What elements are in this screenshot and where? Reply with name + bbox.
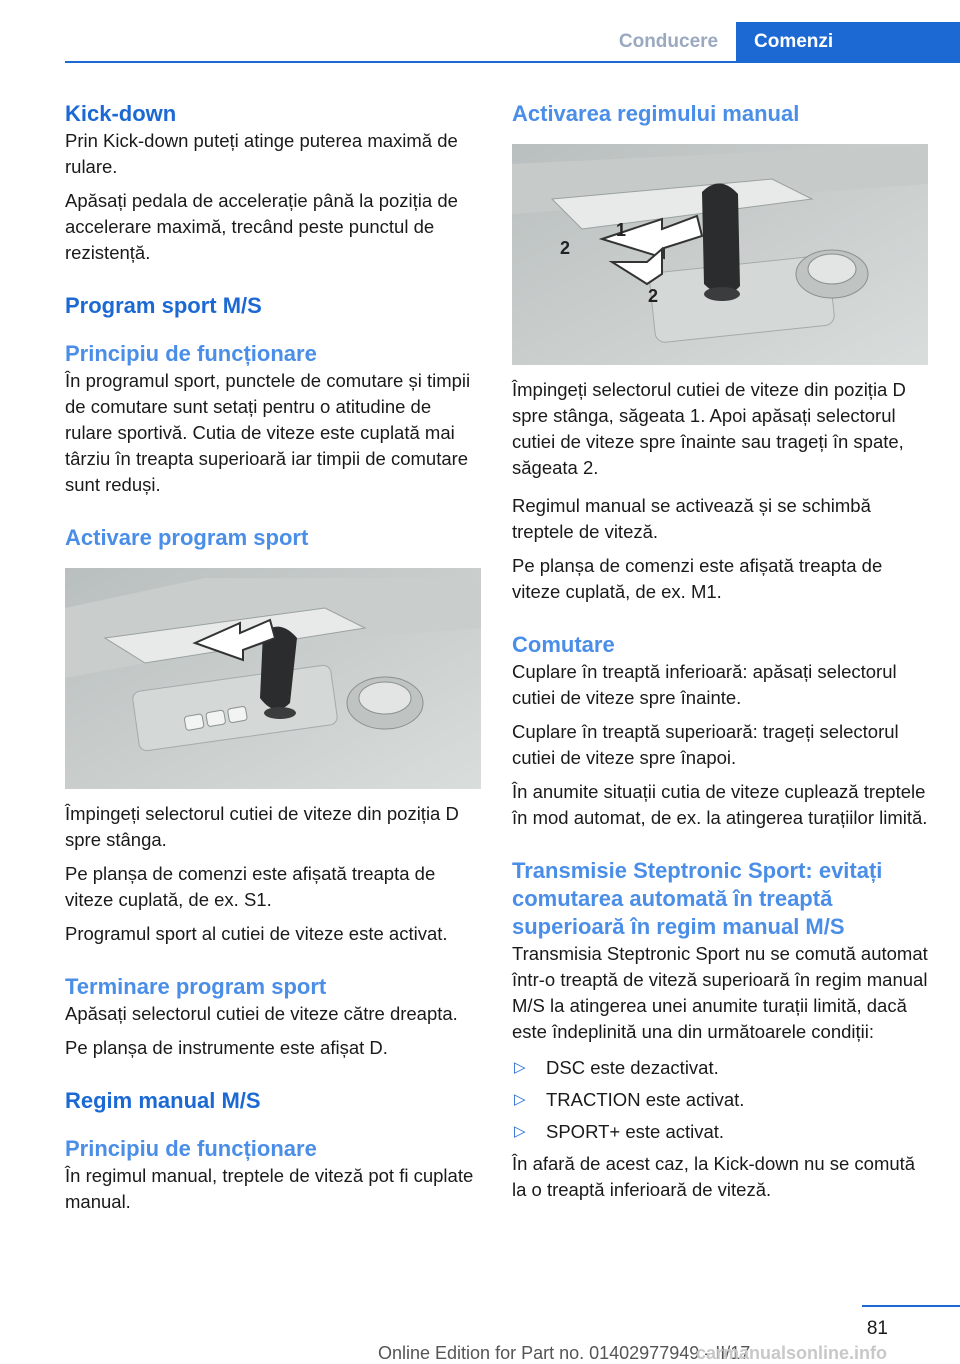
page-number: 81 xyxy=(866,1318,888,1339)
manual-selector-illustration xyxy=(512,144,928,365)
manual-mode-heading: Regim manual M/S xyxy=(65,1088,261,1113)
manual-selector-figure xyxy=(512,144,928,365)
shifting-heading: Comutare xyxy=(512,632,615,657)
shifting-paragraph-3: În anumite situații cutia de viteze cuplează treptele în mod automat, de ex. la atingerea turațiilor limită. xyxy=(512,781,928,828)
triangle-bullet-icon: ▷ xyxy=(514,1091,526,1108)
arrow-2-label-upper: 2 xyxy=(560,238,571,258)
list-item xyxy=(512,1087,928,1113)
arrow-2-label-lower: 2 xyxy=(648,286,659,306)
right-column xyxy=(512,100,928,1203)
steptronic-paragraph-2: În afară de acest caz, la Kick-down nu se comută la o treaptă inferioară de viteză. xyxy=(512,1153,916,1200)
kick-down-paragraph-2: Apăsați pedala de accelerație până la poziția de accelerare maximă, trecând peste punctul de rezistență. xyxy=(65,190,458,263)
list-item-text: SPORT+ este activat. xyxy=(546,1121,725,1142)
manual-activation-paragraph-1: Împingeți selectorul cutiei de viteze din poziția D spre stânga, săgeata 1. Apoi apăsați selectorul cutiei de viteze spre înainte sau trageți în spate, săgeata 2. xyxy=(512,379,906,478)
footer-rule xyxy=(862,1305,960,1307)
shifting-paragraph-2: Cuplare în treaptă superioară: trageți selectorul cutiei de viteze spre înapoi. xyxy=(512,721,899,768)
shifting-paragraph-1: Cuplare în treaptă inferioară: apăsați selectorul cutiei de viteze spre înainte. xyxy=(512,661,897,708)
triangle-bullet-icon: ▷ xyxy=(514,1059,526,1076)
sport-activation-paragraph-2: Pe planșa de comenzi este afișată treapta de viteze cuplată, de ex. S1. xyxy=(65,863,436,910)
sport-end-paragraph-2: Pe planșa de instrumente este afișat D. xyxy=(65,1037,388,1058)
sport-selector-illustration xyxy=(65,568,481,789)
list-item-text: TRACTION este activat. xyxy=(546,1089,745,1110)
steptronic-paragraph-1: Transmisia Steptronic Sport nu se comută automat într-o treaptă de viteză superioară în regim manual M/S la atingerea unei anumite turații limită, dacă este îndeplinită una din următoarele condiții: xyxy=(512,943,928,1042)
conditions-list xyxy=(512,1055,928,1145)
list-item-text: DSC este dezactivat. xyxy=(546,1057,719,1078)
manual-activation-paragraph-2: Regimul manual se activează și se schimbă treptele de viteză. xyxy=(512,495,871,542)
manual-principle-heading: Principiu de funcționare xyxy=(65,1136,317,1161)
sport-principle-paragraph: În programul sport, punctele de comutare și timpii de comutare sunt setați pentru o atitudine de rulare sportivă. Cutia de viteze este cuplată mai târziu în treapta superioară iar timpii de comutare sunt reduși. xyxy=(65,370,471,495)
list-item xyxy=(512,1119,928,1145)
tab-comenzi[interactable]: Comenzi xyxy=(736,22,960,62)
left-column xyxy=(65,100,481,1215)
sport-principle-heading: Principiu de funcționare xyxy=(65,341,317,366)
sport-activation-paragraph-3: Programul sport al cutiei de viteze este activat. xyxy=(65,923,448,944)
arrow-1-label: 1 xyxy=(616,220,627,240)
manual-activation-heading: Activarea regimului manual xyxy=(512,101,800,126)
sport-end-heading: Terminare program sport xyxy=(65,974,327,999)
sport-end-paragraph-1: Apăsați selectorul cutiei de viteze către dreapta. xyxy=(65,1003,458,1024)
kick-down-paragraph-1: Prin Kick-down puteți atinge puterea maximă de rulare. xyxy=(65,130,458,177)
sport-activation-heading: Activare program sport xyxy=(65,525,309,550)
sport-program-heading: Program sport M/S xyxy=(65,293,262,318)
tab-conducere[interactable]: Conducere xyxy=(618,31,719,52)
steptronic-heading: Transmisie Steptronic Sport: evitați comutarea automată în treaptă superioară în regim manual M/S xyxy=(512,858,883,939)
manual-activation-paragraph-3: Pe planșa de comenzi este afișată treapta de viteze cuplată, de ex. M1. xyxy=(512,555,883,602)
kick-down-heading: Kick-down xyxy=(65,101,177,126)
watermark: carmanualsonline.info xyxy=(696,1343,888,1363)
manual-principle-paragraph: În regimul manual, treptele de viteză pot fi cuplate manual. xyxy=(65,1165,474,1212)
triangle-bullet-icon: ▷ xyxy=(514,1123,526,1140)
sport-activation-paragraph-1: Împingeți selectorul cutiei de viteze din poziția D spre stânga. xyxy=(65,803,459,850)
edition-footer: Online Edition for Part no. 01402977949 - II/17 xyxy=(378,1343,751,1363)
list-item xyxy=(512,1055,928,1081)
sport-selector-figure xyxy=(65,568,481,789)
